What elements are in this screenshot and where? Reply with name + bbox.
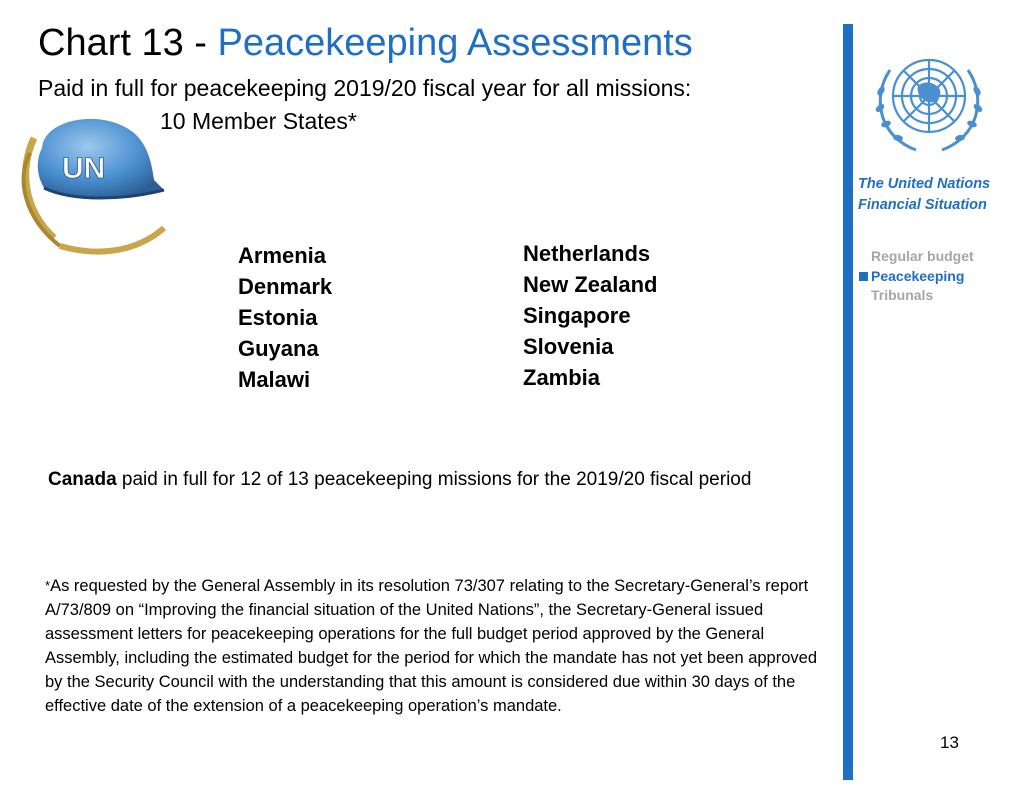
list-item: New Zealand — [523, 272, 658, 297]
footnote-text: As requested by the General Assembly in its resolution 73/307 relating to the Secretary-General’s report A/73/809 on “Improving the financial situation of the United Nations”, the Secretary-General issued assessment letters for peacekeeping operations for the full budget period approved by the General Assembly, including the estimated budget for the period for which the mandate has not yet been approved by the Security Council with the understanding that this amount is considered due within 30 days of the effective date of the extension of a peacekeeping operation’s mandate. — [45, 577, 818, 715]
footnote-marker: * — [45, 578, 51, 593]
sidebar-title-line2: Financial Situation — [858, 197, 987, 213]
sidebar-title-line1: The United Nations — [858, 176, 991, 192]
canada-text: paid in full for 12 of 13 peacekeeping missions for the 2019/20 fiscal period — [116, 469, 752, 490]
canada-note — [48, 466, 788, 494]
sidebar-item-peacekeeping[interactable]: Peacekeeping — [871, 267, 974, 287]
footnote — [45, 574, 820, 718]
list-item: Armenia — [238, 243, 327, 268]
canada-country: Canada — [48, 469, 117, 490]
page-title — [38, 20, 693, 66]
list-item: Malawi — [238, 367, 311, 392]
list-item: Estonia — [238, 305, 318, 330]
title-accent: Peacekeeping Assessments — [217, 22, 693, 64]
sidebar-divider — [843, 24, 853, 780]
list-item: Singapore — [523, 303, 631, 328]
list-item: Netherlands — [523, 241, 651, 266]
subtitle-line2: 10 Member States* — [160, 108, 357, 134]
sidebar-item-regular-budget[interactable]: Regular budget — [871, 248, 974, 264]
page-number: 13 — [940, 733, 959, 752]
member-states-column-1 — [238, 240, 332, 395]
list-item: Guyana — [238, 336, 319, 361]
list-item: Denmark — [238, 274, 333, 299]
helmet-label: UN — [62, 152, 106, 185]
sidebar-title — [858, 174, 990, 216]
sidebar-item-tribunals[interactable]: Tribunals — [871, 287, 934, 303]
member-states-column-2 — [523, 238, 657, 393]
list-item: Zambia — [523, 365, 601, 390]
sidebar-nav — [871, 247, 974, 306]
title-prefix: Chart 13 - — [38, 22, 218, 64]
subtitle-line1: Paid in full for peacekeeping 2019/20 fiscal year for all missions: — [38, 75, 692, 101]
list-item: Slovenia — [523, 334, 614, 359]
un-helmet-icon — [14, 108, 172, 258]
un-emblem-icon — [866, 46, 992, 162]
